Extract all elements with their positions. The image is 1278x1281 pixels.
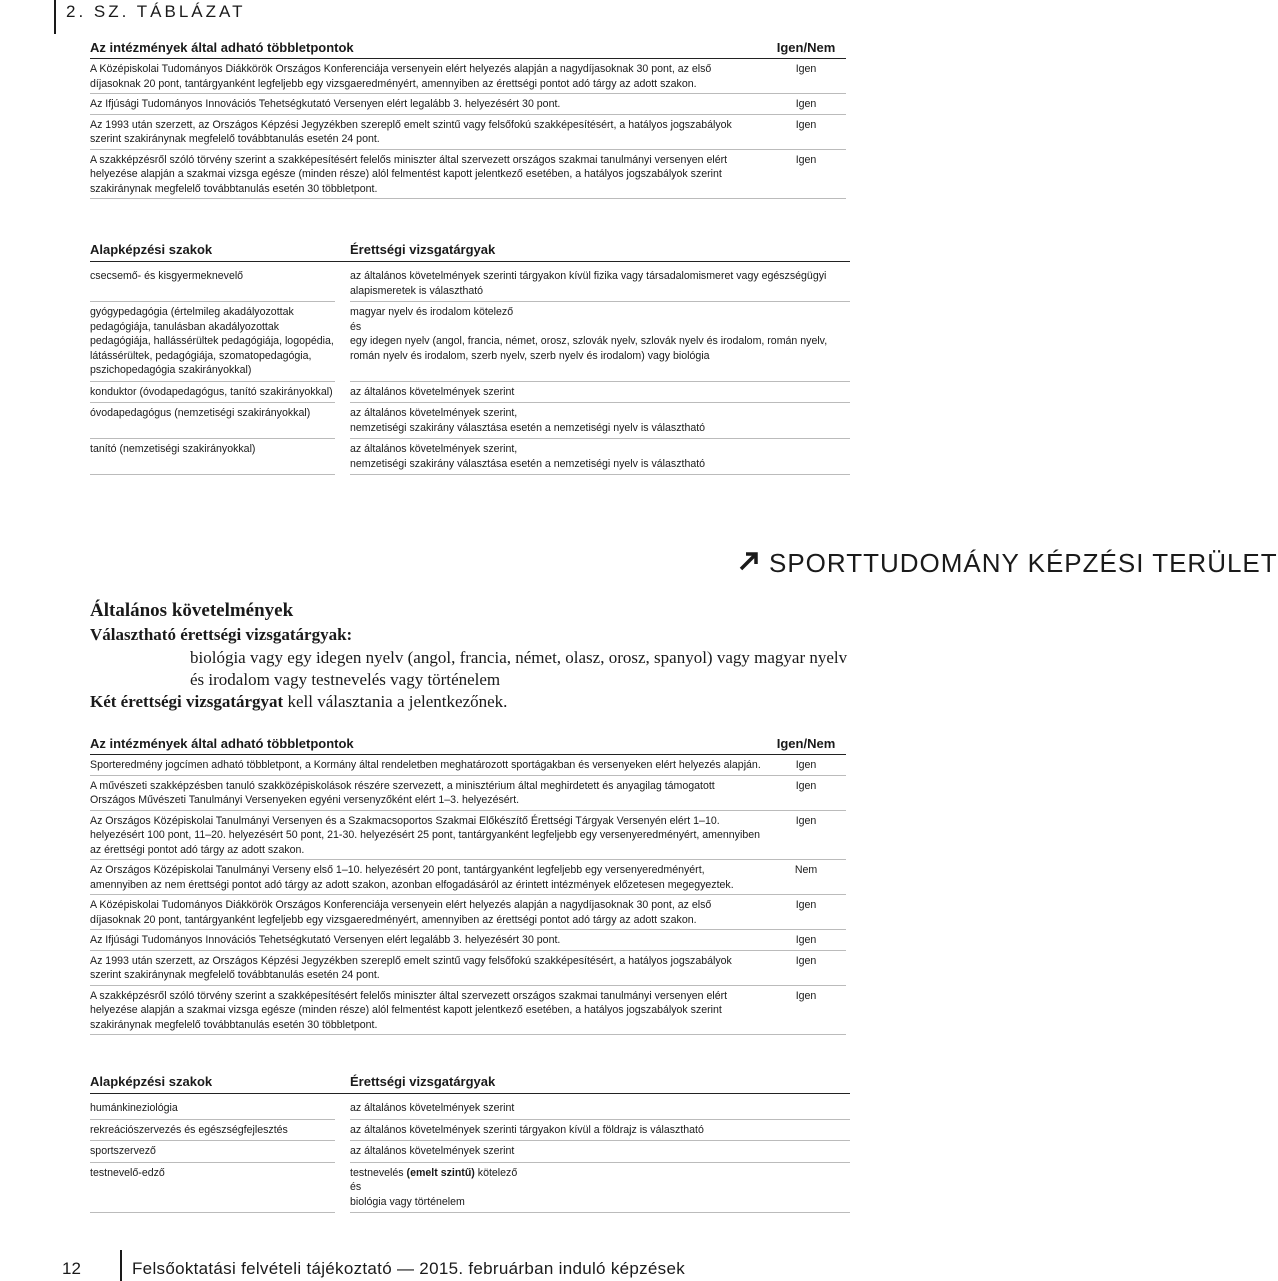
subjects-header xyxy=(90,242,850,266)
table-header xyxy=(90,736,846,755)
table-header-right: Igen/Nem xyxy=(776,40,836,55)
program-name: testnevelő-edző xyxy=(90,1163,335,1214)
row-text: A szakképzésről szóló törvény szerint a szakképesítésért felelős miniszter által szervezett országos szakmai tanulmányi versenyen elért helyezése alapján a szakmai vizsga egésze (minden része) alól felmentést kapott jelentkező esetében, a hatályos jogszabályok szerint szakiránynak megfelelő továbbtanulás esetén 30 többletpont. xyxy=(90,153,728,195)
subjects-row xyxy=(90,382,850,404)
table-row xyxy=(90,59,846,94)
table-row xyxy=(90,776,846,811)
program-name: rekreációszervezés és egészségfejlesztés xyxy=(90,1120,335,1142)
row-value: Igen xyxy=(795,934,817,946)
subjects-row xyxy=(90,1120,850,1142)
exam-subjects: az általános követelmények szerint xyxy=(350,1141,850,1163)
row-text: Sporteredmény jogcímen adható többletpont, a Kormány által rendeletben meghatározott sportágakban és versenyeken elért helyezés alapján. xyxy=(90,759,761,771)
exam-part: testnevelés xyxy=(350,1166,407,1179)
page-header-title: 2. SZ. TÁBLÁZAT xyxy=(66,2,246,21)
arrow-icon xyxy=(738,548,760,579)
table-row xyxy=(90,94,846,115)
count-rest: kell választania a jelentkezőnek. xyxy=(283,692,508,711)
table-row xyxy=(90,860,846,895)
footer-text: Felsőoktatási felvételi tájékoztató — 2015. februárban induló képzések xyxy=(132,1259,686,1278)
subjects-row xyxy=(90,1141,850,1163)
row-value: Igen xyxy=(795,118,817,131)
row-value: Igen xyxy=(795,153,817,166)
table-header-left: Az intézmények által adható többletpontok xyxy=(90,736,354,751)
row-text: A Középiskolai Tudományos Diákkörök Országos Konferenciája versenyein elért helyezés alapján a nagydíjasoknak 30 pont, az első díjasoknak 20 pont, tantárgyanként legfeljebb egy vizsgaeredményért, amennyiben az érettségi pontot adó tárgy az adott szakon. xyxy=(90,899,712,926)
count-bold: Két érettségi vizsgatárgyat xyxy=(90,692,284,711)
exam-subjects: az általános követelmények szerint xyxy=(350,382,850,404)
subjects-row xyxy=(90,439,850,475)
footer-rule xyxy=(120,1250,122,1281)
table-row xyxy=(90,986,846,1036)
subjects-row xyxy=(90,403,850,439)
exam-subjects: az általános követelmények szerinti tárgyakon kívül fizika vagy társadalomismeret vagy egészségügyi alapismeretek is választható xyxy=(350,266,850,302)
row-text: Az Ifjúsági Tudományos Innovációs Tehetségkutató Versenyen elért legalább 3. helyezésért 30 pont. xyxy=(90,934,561,946)
row-value: Igen xyxy=(795,779,817,792)
extra-points-table-1 xyxy=(90,40,846,199)
row-value: Igen xyxy=(795,814,817,827)
subjects-table-2 xyxy=(90,1074,850,1213)
program-name: óvodapedagógus (nemzetiségi szakirányokkal) xyxy=(90,403,335,439)
general-requirements-body: biológia vagy egy idegen nyelv (angol, francia, német, olasz, orosz, spanyol) vagy magyar nyelv és irodalom vagy testnevelés vagy történelem xyxy=(190,648,848,689)
exam-subjects: az általános követelmények szerint, nemzetiségi szakirány választása esetén a nemzetiségi nyelv is választható xyxy=(350,403,850,439)
exam-subjects: az általános követelmények szerint xyxy=(350,1098,850,1120)
row-text: A szakképzésről szóló törvény szerint a szakképesítésért felelős miniszter által szervezett országos szakmai tanulmányi versenyen elért helyezése alapján a szakmai vizsga egésze (minden része) alól felmentést kapott jelentkező esetében, a hatályos jogszabályok szerint szakiránynak megfelelő továbbtanulás esetén 30 többletpont. xyxy=(90,989,728,1031)
program-name: humánkineziológia xyxy=(90,1098,335,1120)
table-row xyxy=(90,755,846,776)
header-rule xyxy=(54,0,56,34)
subjects-row xyxy=(90,1163,850,1214)
program-name: tanító (nemzetiségi szakirányokkal) xyxy=(90,439,335,475)
row-value: Igen xyxy=(795,899,817,911)
program-name: gyógypedagógia (értelmileg akadályozottak pedagógiája, tanulásban akadályozottak pedagógiája, hallássérültek pedagógiája, logopédia, látássérültek, pedagógiája, szomatopedagógia, pszichopedagógia szakirányokkal) xyxy=(90,302,335,382)
exam-part-bold: (emelt szintű) xyxy=(406,1166,475,1179)
table-row xyxy=(90,150,846,200)
row-text: Az Ifjúsági Tudományos Innovációs Tehetségkutató Versenyen elért legalább 3. helyezésért 30 pont. xyxy=(90,98,561,110)
row-value: Igen xyxy=(795,98,817,110)
subjects-header-right: Érettségi vizsgatárgyak xyxy=(350,1074,850,1094)
row-value: Igen xyxy=(795,759,817,771)
table-row xyxy=(90,115,846,150)
subjects-row xyxy=(90,302,850,382)
general-requirements-subtitle: Választható érettségi vizsgatárgyak: xyxy=(90,625,353,644)
extra-points-table-2 xyxy=(90,736,846,1035)
row-text: Az Országos Középiskolai Tanulmányi Versenyen és a Szakmacsoportos Szakmai Előkészítő Érettségi Tárgyak Versenyén elért 1–10. helyezésért 100 pont, 11–20. helyezésért 50 pont, 21-30. helyezésért 25 pont, tantárgyanként legfeljebb egy versenyeredményért, amennyiben az érettségi pontot adó tárgy az adott szakon. xyxy=(90,814,760,856)
exam-part: kötelező és biológia vagy történelem xyxy=(350,1166,518,1208)
exam-subjects xyxy=(350,1163,850,1214)
general-requirements-count xyxy=(90,692,507,712)
row-text: Az 1993 után szerzett, az Országos Képzési Jegyzékben szereplő emelt szintű vagy felsőfokú szakképesítésért, a hatályos jogszabályok szerint szakiránynak megfelelő továbbtanulás esetén 24 pont. xyxy=(90,118,732,145)
table-row xyxy=(90,930,846,951)
subjects-header-left: Alapképzési szakok xyxy=(90,242,350,262)
subjects-table-1 xyxy=(90,242,850,475)
exam-subjects: magyar nyelv és irodalom kötelező és egy idegen nyelv (angol, francia, német, orosz, szlovák nyelv, szlovák nyelv és irodalom, román nyelv, román nyelv és irodalom, szerb nyelv, szerb nyelv és irodalom) vagy biológia xyxy=(350,302,850,382)
row-value: Igen xyxy=(795,954,817,967)
subjects-header-right: Érettségi vizsgatárgyak xyxy=(350,242,850,262)
row-value: Nem xyxy=(794,864,818,876)
page-number: 12 xyxy=(62,1259,81,1278)
table-row xyxy=(90,811,846,861)
program-name: konduktor (óvodapedagógus, tanító szakirányokkal) xyxy=(90,382,335,404)
table-header xyxy=(90,40,846,59)
program-name: csecsemő- és kisgyermeknevelő xyxy=(90,266,335,302)
table-row xyxy=(90,895,846,930)
table-row xyxy=(90,951,846,986)
table-header-right: Igen/Nem xyxy=(776,736,836,751)
row-text: A művészeti szakképzésben tanuló szakközépiskolások részére szervezett, a minisztérium által meghirdetett és anyagilag támogatott Országos Művészeti Tanulmányi Versenyeken egyéni versenyzőként elért 1–3. helyezésért. xyxy=(90,779,715,806)
general-requirements-title: Általános követelmények xyxy=(90,600,294,621)
exam-subjects: az általános követelmények szerinti tárgyakon kívül a földrajz is választható xyxy=(350,1120,850,1142)
exam-subjects: az általános követelmények szerint, nemzetiségi szakirány választása esetén a nemzetiségi nyelv is választható xyxy=(350,439,850,475)
section-title: SPORTTUDOMÁNY KÉPZÉSI TERÜLET xyxy=(769,548,1278,578)
subjects-header xyxy=(90,1074,850,1098)
subjects-row xyxy=(90,1098,850,1120)
row-text: A Középiskolai Tudományos Diákkörök Országos Konferenciája versenyein elért helyezés alapján a nagydíjasoknak 30 pont, az első díjasoknak 20 pont, tantárgyanként legfeljebb egy vizsgaeredményért, amennyiben az érettségi pontot adó tárgy az adott szakon. xyxy=(90,63,712,90)
subjects-header-left: Alapképzési szakok xyxy=(90,1074,350,1094)
subjects-row xyxy=(90,266,850,302)
row-value: Igen xyxy=(795,989,817,1002)
row-text: Az 1993 után szerzett, az Országos Képzési Jegyzékben szereplő emelt szintű vagy felsőfokú szakképesítésért, a hatályos jogszabályok szerint szakiránynak megfelelő továbbtanulás esetén 24 pont. xyxy=(90,954,732,981)
row-text: Az Országos Középiskolai Tanulmányi Verseny első 1–10. helyezésért 20 pont, tantárgyanként legfeljebb egy versenyeredményért, amennyiben az nem érettségi pontot adó tárgy az adott szakon, azonban elfogadásáról az érintett intézmények előzetesen megegyeztek. xyxy=(90,864,734,891)
table-header-left: Az intézmények által adható többletpontok xyxy=(90,40,354,55)
program-name: sportszervező xyxy=(90,1141,335,1163)
row-value: Igen xyxy=(795,63,817,75)
